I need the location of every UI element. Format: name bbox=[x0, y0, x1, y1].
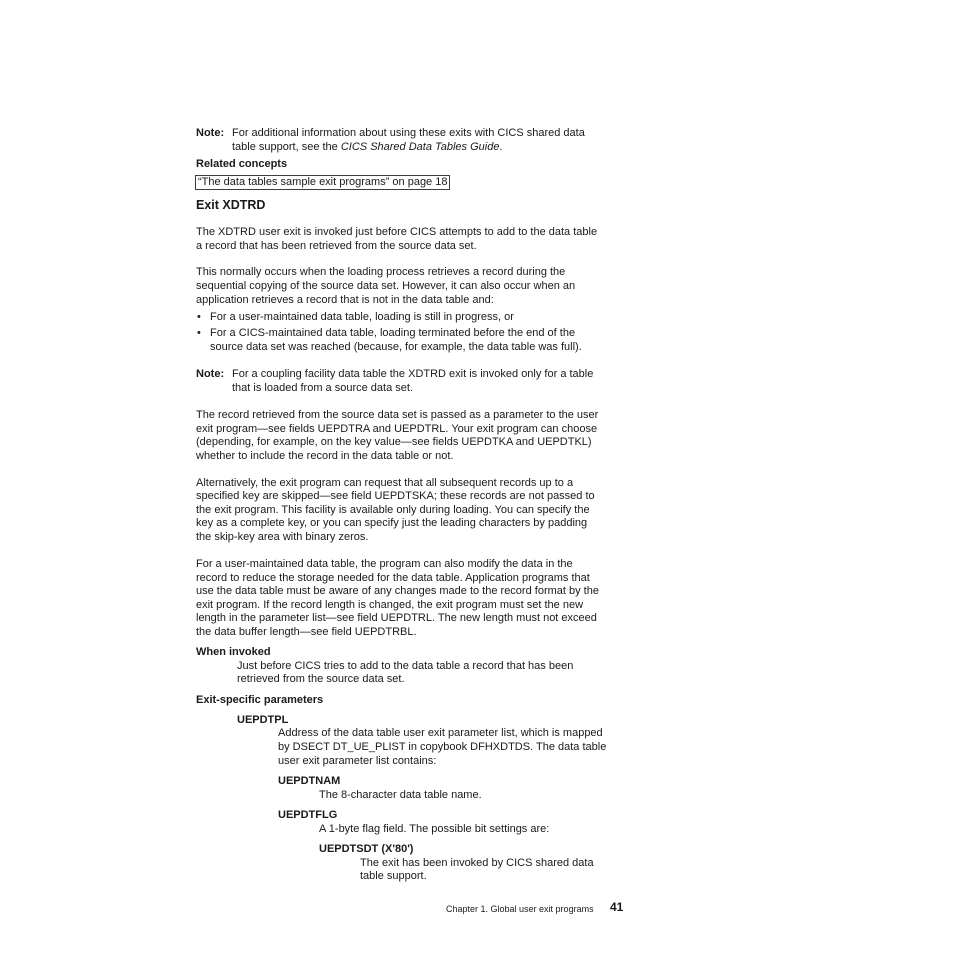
param-name-uepdtsdt: UEPDTSDT (X'80') bbox=[319, 843, 414, 855]
note-text-prefix: table support, see the bbox=[232, 141, 341, 153]
body-line: application retrieves a record that is not in the data table and: bbox=[196, 294, 494, 306]
note-text-line: For additional information about using these exits with CICS shared data bbox=[232, 127, 585, 139]
page-number: 41 bbox=[610, 900, 624, 914]
body-line: This normally occurs when the loading process retrieves a record during the bbox=[196, 266, 566, 278]
note-label: Note: bbox=[196, 127, 225, 139]
related-concepts-heading: Related concepts bbox=[196, 158, 288, 170]
bullet-mark: • bbox=[197, 311, 201, 323]
book-title: CICS Shared Data Tables Guide bbox=[340, 141, 500, 153]
when-invoked-text: retrieved from the source data set. bbox=[237, 673, 405, 685]
param-description: The 8-character data table name. bbox=[319, 789, 482, 801]
related-concept-link[interactable]: “The data tables sample exit programs” on page 18 bbox=[195, 175, 450, 190]
body-line: the skip-key area with binary zeros. bbox=[196, 531, 369, 543]
body-line: For a user-maintained data table, the program can also modify the data in the bbox=[196, 558, 573, 570]
note-text-line: For a coupling facility data table the XDTRD exit is invoked only for a table bbox=[232, 368, 594, 380]
body-line: exit program. If the record length is changed, the exit program must set the new bbox=[196, 599, 584, 611]
body-line: the data buffer length—see field UEPDTRBL. bbox=[196, 626, 417, 638]
when-invoked-text: Just before CICS tries to add to the data table a record that has been bbox=[237, 660, 574, 672]
body-line: the exit program. This facility is available only during loading. You can specify the bbox=[196, 504, 590, 516]
body-line: The XDTRD user exit is invoked just before CICS attempts to add to the data table bbox=[196, 226, 598, 238]
param-name-uepdtpl: UEPDTPL bbox=[237, 714, 289, 726]
bullet-item-text: source data set was reached (because, for example, the data table was full). bbox=[210, 341, 582, 353]
note-label: Note: bbox=[196, 368, 225, 380]
body-line: exit program—see fields UEPDTRA and UEPDTRL. Your exit program can choose bbox=[196, 423, 598, 435]
param-name-uepdtnam: UEPDTNAM bbox=[278, 775, 341, 787]
body-line: a record that has been retrieved from the source data set. bbox=[196, 240, 477, 252]
when-invoked-heading: When invoked bbox=[196, 646, 271, 658]
body-line: sequential copying of the source data set. However, it can also occur when an bbox=[196, 280, 576, 292]
param-description: Address of the data table user exit parameter list, which is mapped bbox=[278, 727, 603, 739]
bullet-item-text: For a CICS-maintained data table, loading terminated before the end of the bbox=[210, 327, 576, 339]
exit-params-heading: Exit-specific parameters bbox=[196, 694, 324, 706]
body-line: The record retrieved from the source data set is passed as a parameter to the user bbox=[196, 409, 599, 421]
note-text-suffix: . bbox=[499, 141, 503, 153]
param-description: user exit parameter list contains: bbox=[278, 755, 437, 767]
param-description: The exit has been invoked by CICS shared data bbox=[360, 857, 594, 869]
param-description: A 1-byte flag field. The possible bit settings are: bbox=[319, 823, 550, 835]
body-line: length in the parameter list—see field UEPDTRL. The new length must not exceed bbox=[196, 612, 597, 624]
note-text-line bbox=[232, 141, 503, 155]
body-line: use the data table must be aware of any changes made to the record format by the bbox=[196, 585, 599, 597]
param-description: by DSECT DT_UE_PLIST in copybook DFHXDTDS. The data table bbox=[278, 741, 607, 753]
bullet-item-text: For a user-maintained data table, loading is still in progress, or bbox=[210, 311, 514, 323]
param-name-uepdtflg: UEPDTFLG bbox=[278, 809, 338, 821]
note-text-line: that is loaded from a source data set. bbox=[232, 382, 413, 394]
param-description: table support. bbox=[360, 870, 427, 882]
body-line: whether to include the record in the data table or not. bbox=[196, 450, 454, 462]
body-line: specified key are skipped—see field UEPDTSKA; these records are not passed to bbox=[196, 490, 595, 502]
footer-chapter: Chapter 1. Global user exit programs bbox=[446, 904, 594, 914]
bullet-mark: • bbox=[197, 327, 201, 339]
body-line: key as a complete key, or you can specify just the leading characters by padding bbox=[196, 517, 588, 529]
body-line: Alternatively, the exit program can request that all subsequent records up to a bbox=[196, 477, 574, 489]
section-title: Exit XDTRD bbox=[196, 198, 266, 212]
body-line: (depending, for example, on the key value—see fields UEPDTKA and UEPDTKL) bbox=[196, 436, 592, 448]
body-line: record to reduce the storage needed for the data table. Application programs that bbox=[196, 572, 590, 584]
